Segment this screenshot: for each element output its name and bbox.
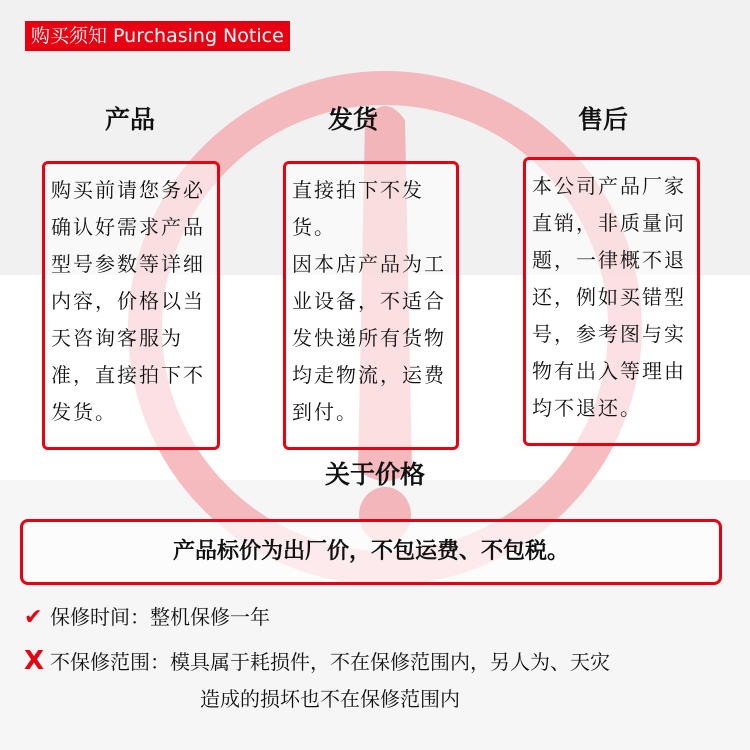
exclusion-row — [24, 646, 610, 676]
warranty-text: 保修时间：整机保修一年 — [50, 605, 270, 629]
column-title-shipping: 发货 — [327, 105, 378, 134]
price-section-title: 关于价格 — [324, 460, 425, 489]
price-statement-text: 产品标价为出厂价，不包运费、不包税。 — [172, 539, 569, 564]
product-info-text: 购买前请您务必 确认好需求产品 型号参数等详细 内容，价格以当 天咨询客服为 准，直接拍下不 发货。 — [51, 178, 205, 424]
x-icon: X — [24, 646, 45, 676]
check-icon: ✔ — [24, 605, 43, 630]
shipping-info-text: 直接拍下不发 货。 因本店产品为工 业设备，不适合 发快递所有货物 均走物流，运费 到付。 — [292, 178, 446, 424]
purchasing-notice-tag: 购买须知 Purchasing Notice — [25, 21, 290, 51]
after-sales-info-box — [523, 157, 700, 446]
column-title-product: 产品 — [104, 105, 155, 134]
product-info-box — [42, 161, 220, 450]
exclusion-text-continued: 造成的损坏也不在保修范围内 — [200, 687, 460, 711]
warranty-row — [24, 601, 270, 630]
price-statement-box — [20, 519, 722, 585]
after-sales-info-text: 本公司产品厂家 直销，非质量问 题，一律概不退 还，例如买错型 号，参考图与实 物有出入等理由 均不退还。 — [532, 174, 686, 420]
column-title-after-sales: 售后 — [577, 105, 628, 134]
shipping-info-box — [283, 161, 459, 450]
exclusion-text: 不保修范围：模具属于耗损件，不在保修范围内，另人为、天灾 — [50, 650, 610, 674]
